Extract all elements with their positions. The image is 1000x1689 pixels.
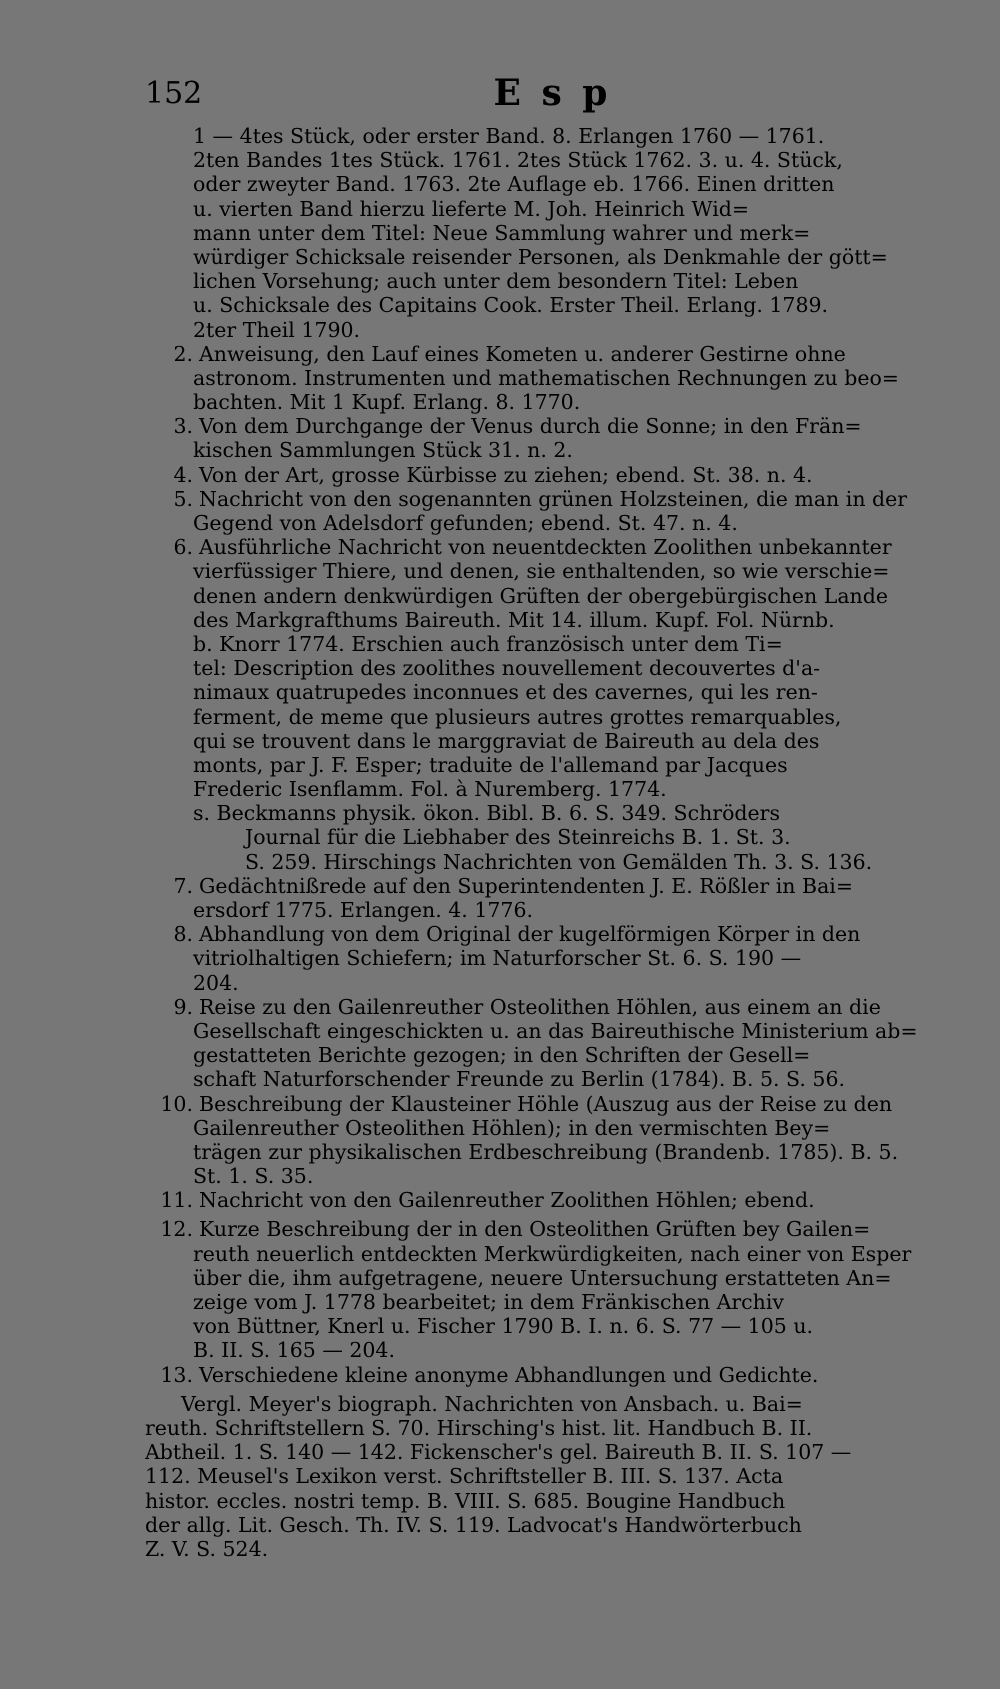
entry-number: 13. [160, 1362, 193, 1387]
line-text: histor. eccles. nostri temp. B. VIII. S. 685. Bougine Handbuch [145, 1488, 786, 1513]
line-text: 1 — 4tes Stück, oder erster Band. 8. Erlangen 1760 — 1761. [193, 124, 825, 148]
text-line [145, 1363, 960, 1387]
text-line [145, 172, 960, 196]
text-line [145, 438, 960, 462]
page-number: 152 [145, 76, 203, 111]
text-line [145, 318, 960, 342]
line-text: St. 1. S. 35. [193, 1164, 314, 1189]
line-text: 2ten Bandes 1tes Stück. 1761. 2tes Stück 1762. 3. u. 4. Stück, [193, 148, 843, 173]
text-line [145, 608, 960, 632]
text-line [145, 1266, 960, 1290]
line-text: oder zweyter Band. 1763. 2te Auflage eb. 1766. Einen dritten [193, 172, 835, 197]
line-text: 204. [193, 970, 239, 995]
entry-number: 10. [160, 1091, 193, 1116]
text-line [145, 584, 960, 608]
text-line [145, 1188, 960, 1212]
text-line [145, 995, 960, 1019]
line-text: Frederic Isenflamm. Fol. à Nuremberg. 1774. [193, 777, 667, 802]
text-line [145, 946, 960, 970]
text-line [145, 1019, 960, 1043]
entry-number: 8. [173, 922, 193, 947]
line-text: qui se trouvent dans le marggraviat de Baireuth au dela des [193, 728, 820, 753]
line-text: trägen zur physikalischen Erdbeschreibung (Brandenb. 1785). B. 5. [193, 1139, 899, 1164]
text-line [145, 1290, 960, 1314]
text-line [145, 656, 960, 680]
entry-number: 5. [173, 486, 193, 511]
text-line [145, 705, 960, 729]
line-text: Reise zu den Gailenreuther Osteolithen Höhlen, aus einem an die [199, 994, 881, 1019]
text-line [145, 1217, 960, 1241]
line-text: reuth. Schriftstellern S. 70. Hirsching's hist. lit. Handbuch B. II. [145, 1415, 813, 1440]
line-text: B. II. S. 165 — 204. [193, 1338, 395, 1363]
text-line [145, 559, 960, 583]
line-text: Gesellschaft eingeschickten u. an das Baireuthische Ministerium ab= [193, 1018, 918, 1043]
line-text: Journal für die Liebhaber des Steinreichs B. 1. St. 3. [245, 825, 791, 850]
text-line [145, 535, 960, 559]
text-line [145, 680, 960, 704]
line-text: Beschreibung der Klausteiner Höhle (Auszug aus der Reise zu den [199, 1091, 893, 1116]
entry-number: 4. [173, 462, 193, 487]
text-line [145, 1464, 960, 1488]
text-line [145, 124, 960, 148]
line-text: u. vierten Band hierzu lieferte M. Joh. Heinrich Wid= [193, 196, 750, 221]
text-line [145, 777, 960, 801]
text-line [145, 221, 960, 245]
text-line [145, 1242, 960, 1266]
text-line [145, 632, 960, 656]
line-text: ersdorf 1775. Erlangen. 4. 1776. [193, 898, 534, 922]
text-line [145, 801, 960, 825]
text-line [145, 463, 960, 487]
text-line [145, 366, 960, 390]
line-text: mann unter dem Titel: Neue Sammlung wahrer und merk= [193, 220, 811, 245]
line-text: ferment, de meme que plusieurs autres grottes remarquables, [193, 704, 842, 729]
text-line [145, 1537, 960, 1561]
entry-number: 11. [160, 1188, 193, 1213]
line-text: monts, par J. F. Esper; traduite de l'allemand par Jacques [193, 752, 788, 777]
line-text: S. 259. Hirschings Nachrichten von Gemälden Th. 3. S. 136. [245, 849, 873, 874]
text-line [145, 753, 960, 777]
entry-number: 12. [160, 1217, 193, 1242]
text-line [145, 1043, 960, 1067]
line-text: tel: Description des zoolithes nouvellement decouvertes d'a- [193, 656, 821, 681]
line-text: vitriolhaltigen Schiefern; im Naturforscher St. 6. S. 190 — [193, 946, 802, 971]
line-text: Gailenreuther Osteolithen Höhlen); in den vermischten Bey= [193, 1115, 831, 1140]
text-line [145, 197, 960, 221]
line-text: 112. Meusel's Lexikon verst. Schriftsteller B. III. S. 137. Acta [145, 1464, 784, 1489]
line-text: schaft Naturforschender Freunde zu Berlin (1784). B. 5. S. 56. [193, 1067, 846, 1092]
text-line [145, 511, 960, 535]
line-text: Kurze Beschreibung der in den Osteolithen Grüften bey Gailen= [199, 1217, 871, 1242]
entry-number: 9. [173, 994, 193, 1019]
text-line [145, 729, 960, 753]
text-line [145, 1392, 960, 1416]
text-line [145, 922, 960, 946]
line-text: Z. V. S. 524. [145, 1536, 269, 1561]
line-text: von Büttner, Knerl u. Fischer 1790 B. I. n. 6. S. 77 — 105 u. [193, 1314, 814, 1339]
text-line [145, 414, 960, 438]
text-line [145, 1092, 960, 1116]
line-text: Abhandlung von dem Original der kugelförmigen Körper in den [199, 922, 861, 947]
page-body [145, 124, 960, 1561]
text-line [145, 850, 960, 874]
running-head: E s p [493, 72, 612, 114]
line-text: vierfüssiger Thiere, und denen, sie enthaltenden, so wie verschie= [193, 559, 890, 584]
entry-number: 6. [173, 535, 193, 560]
line-text: denen andern denkwürdigen Grüften der obergebürgischen Lande [193, 583, 889, 608]
text-line [145, 1314, 960, 1338]
entry-number: 7. [173, 873, 193, 898]
line-text: gestatteten Berichte gezogen; in den Schriften der Gesell= [193, 1043, 811, 1068]
line-text: Verschiedene kleine anonyme Abhandlungen und Gedichte. [199, 1362, 819, 1387]
page-header [145, 72, 960, 116]
line-text: bachten. Mit 1 Kupf. Erlang. 8. 1770. [193, 390, 581, 415]
text-line [145, 1513, 960, 1537]
line-text: Nachricht von den Gailenreuther Zoolithen Höhlen; ebend. [199, 1188, 815, 1213]
line-text: Gedächtnißrede auf den Superintendenten J. E. Rößler in Bai= [199, 873, 854, 898]
text-line [145, 1067, 960, 1091]
text-line [145, 390, 960, 414]
line-text: kischen Sammlungen Stück 31. n. 2. [193, 438, 573, 463]
line-text: nimaux quatrupedes inconnues et des cavernes, qui les ren- [193, 680, 818, 705]
text-line [145, 898, 960, 922]
line-text: Gegend von Adelsdorf gefunden; ebend. St. 47. n. 4. [193, 511, 738, 535]
line-text: des Markgrafthums Baireuth. Mit 14. illum. Kupf. Fol. Nürnb. [193, 607, 835, 632]
text-line [145, 971, 960, 995]
line-text: über die, ihm aufgetragene, neuere Untersuchung erstatteten An= [193, 1265, 892, 1290]
line-text: u. Schicksale des Capitains Cook. Erster Theil. Erlang. 1789. [193, 293, 829, 318]
text-line [145, 1164, 960, 1188]
line-text: Vergl. Meyer's biograph. Nachrichten von Ansbach. u. Bai= [181, 1391, 803, 1416]
line-text: b. Knorr 1774. Erschien auch französisch unter dem Ti= [193, 631, 783, 656]
text-line [145, 874, 960, 898]
text-line [145, 1489, 960, 1513]
line-text: reuth neuerlich entdeckten Merkwürdigkeiten, nach einer von Esper [193, 1241, 912, 1266]
line-text: astronom. Instrumenten und mathematischen Rechnungen zu beo= [193, 365, 899, 390]
text-line [145, 825, 960, 849]
line-text: s. Beckmanns physik. ökon. Bibl. B. 6. S. 349. Schröders [193, 801, 780, 826]
text-line [145, 1140, 960, 1164]
line-text: würdiger Schicksale reisender Personen, als Denkmahle der gött= [193, 244, 888, 269]
line-text: zeige vom J. 1778 bearbeitet; in dem Fränkischen Archiv [193, 1290, 784, 1314]
text-line [145, 1416, 960, 1440]
text-line [145, 269, 960, 293]
text-line [145, 245, 960, 269]
line-text: der allg. Lit. Gesch. Th. IV. S. 119. Ladvocat's Handwörterbuch [145, 1512, 802, 1537]
text-line [145, 342, 960, 366]
text-line [145, 1116, 960, 1140]
line-text: 2ter Theil 1790. [193, 317, 361, 342]
line-text: Ausführliche Nachricht von neuentdeckten Zoolithen unbekannter [199, 535, 892, 560]
line-text: Abtheil. 1. S. 140 — 142. Fickenscher's gel. Baireuth B. II. S. 107 — [145, 1440, 852, 1465]
line-text: Von dem Durchgange der Venus durch die Sonne; in den Frän= [199, 414, 862, 439]
line-text: Von der Art, grosse Kürbisse zu ziehen; ebend. St. 38. n. 4. [199, 462, 813, 487]
line-text: Nachricht von den sogenannten grünen Holzsteinen, die man in der [199, 486, 908, 511]
text-line [145, 1338, 960, 1362]
text-line [145, 293, 960, 317]
text-line [145, 1440, 960, 1464]
text-line [145, 487, 960, 511]
entry-number: 2. [173, 341, 193, 366]
line-text: lichen Vorsehung; auch unter dem besondern Titel: Leben [193, 269, 799, 294]
line-text: Anweisung, den Lauf eines Kometen u. anderer Gestirne ohne [199, 341, 846, 366]
entry-number: 3. [173, 414, 193, 439]
text-line [145, 148, 960, 172]
